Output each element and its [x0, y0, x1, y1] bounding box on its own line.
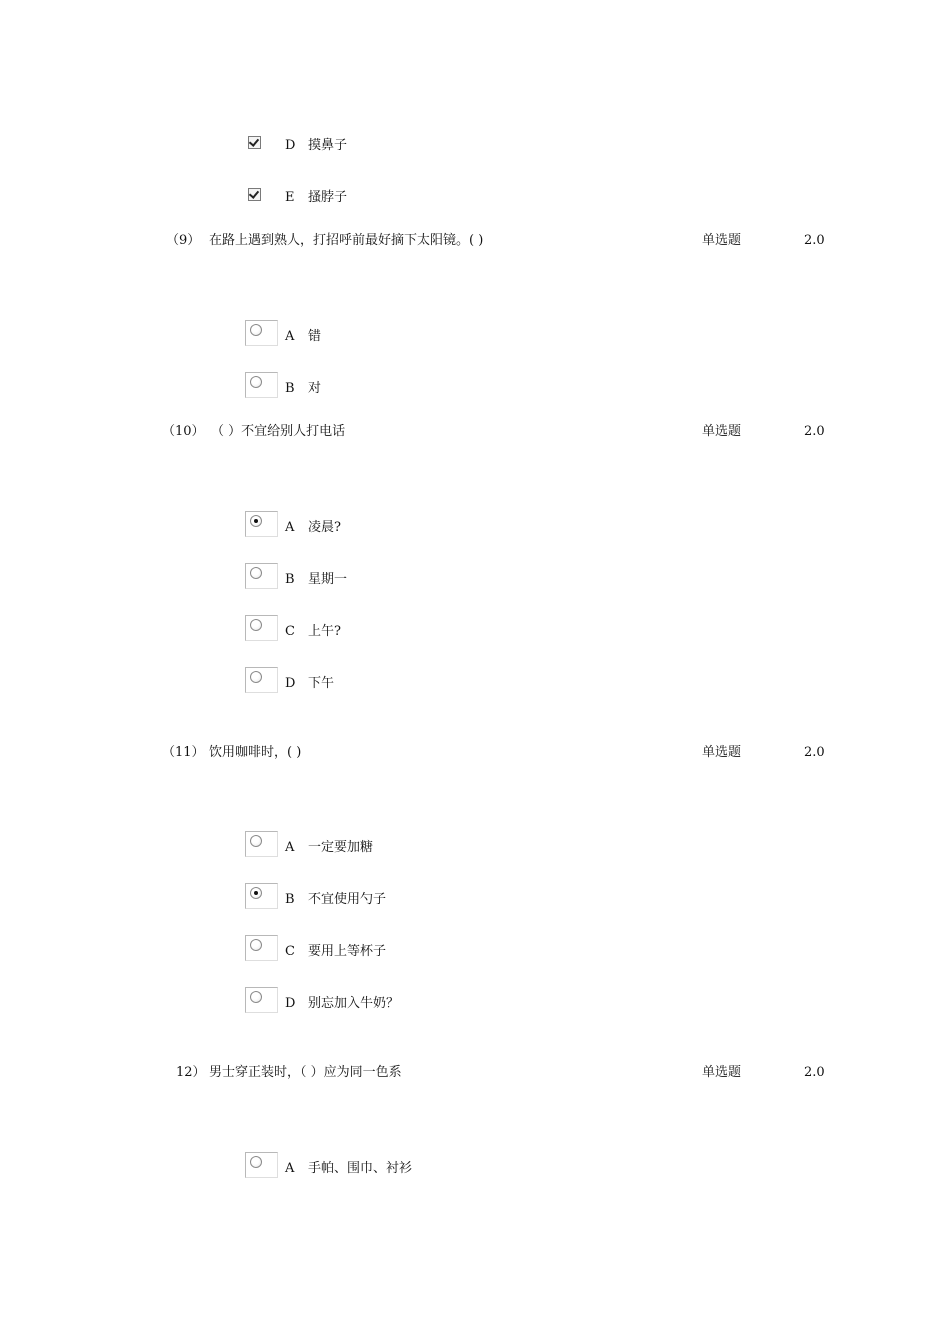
question-number: 12） [176, 1065, 206, 1080]
question-score: 2.0 [804, 424, 825, 439]
question-type: 单选题 [702, 745, 742, 760]
option-letter: D [285, 138, 296, 153]
question-score: 2.0 [804, 1065, 825, 1080]
option-letter: C [285, 624, 295, 639]
radio-unselected-icon[interactable] [250, 376, 262, 388]
radio-frame[interactable] [245, 615, 278, 641]
option-text: 上午? [308, 624, 341, 639]
option-text: 别忘加入牛奶？ [308, 996, 400, 1011]
option-text: 下午 [308, 676, 335, 691]
radio-unselected-icon[interactable] [250, 1156, 262, 1168]
option-text: 错 [308, 329, 322, 344]
radio-frame[interactable] [245, 563, 278, 589]
option-letter: A [285, 840, 295, 855]
option-letter: B [285, 381, 295, 396]
option-text: 星期一 [308, 572, 348, 587]
radio-frame[interactable] [245, 831, 278, 857]
option-letter: B [285, 892, 295, 907]
question-type: 单选题 [702, 233, 742, 248]
radio-frame[interactable] [245, 935, 278, 961]
radio-selected-icon[interactable] [250, 515, 262, 527]
question-number: （10） [162, 424, 205, 439]
radio-unselected-icon[interactable] [250, 324, 262, 336]
radio-frame[interactable] [245, 320, 278, 346]
option-letter: A [285, 1161, 295, 1176]
option-text: 凌晨? [308, 520, 341, 535]
option-text: 要用上等杯子 [308, 944, 387, 959]
option-letter: B [285, 572, 295, 587]
radio-frame[interactable] [245, 1152, 278, 1178]
radio-unselected-icon[interactable] [250, 835, 262, 847]
option-text: 手帕、围巾、衬衫 [308, 1161, 413, 1176]
checkbox-checked-icon[interactable] [248, 136, 261, 149]
option-letter: D [285, 996, 296, 1011]
option-text: 对 [308, 381, 322, 396]
question-text: （ ）不宜给别人打电话 [211, 424, 346, 439]
radio-unselected-icon[interactable] [250, 991, 262, 1003]
question-text: 男士穿正装时，（ ）应为同一色系 [209, 1065, 402, 1080]
radio-selected-icon[interactable] [250, 887, 262, 899]
checkbox-checked-icon[interactable] [248, 188, 261, 201]
option-text: 一定要加糖 [308, 840, 374, 855]
question-number: （9） [166, 233, 201, 248]
radio-unselected-icon[interactable] [250, 939, 262, 951]
radio-frame[interactable] [245, 667, 278, 693]
option-text: 摸鼻子 [308, 138, 348, 153]
radio-unselected-icon[interactable] [250, 671, 262, 683]
option-text: 搔脖子 [308, 190, 348, 205]
radio-unselected-icon[interactable] [250, 619, 262, 631]
option-text: 不宜使用勺子 [308, 892, 387, 907]
question-score: 2.0 [804, 233, 825, 248]
option-letter: E [285, 190, 295, 205]
radio-frame[interactable] [245, 987, 278, 1013]
option-letter: A [285, 329, 295, 344]
question-type: 单选题 [702, 1065, 742, 1080]
question-number: （11） [162, 745, 205, 760]
question-text: 饮用咖啡时，( ) [209, 745, 302, 760]
question-score: 2.0 [804, 745, 825, 760]
question-type: 单选题 [702, 424, 742, 439]
option-letter: D [285, 676, 296, 691]
radio-frame[interactable] [245, 511, 278, 537]
radio-frame[interactable] [245, 372, 278, 398]
radio-unselected-icon[interactable] [250, 567, 262, 579]
option-letter: A [285, 520, 295, 535]
option-letter: C [285, 944, 295, 959]
question-text: 在路上遇到熟人，打招呼前最好摘下太阳镜。( ) [209, 233, 484, 248]
radio-frame[interactable] [245, 883, 278, 909]
